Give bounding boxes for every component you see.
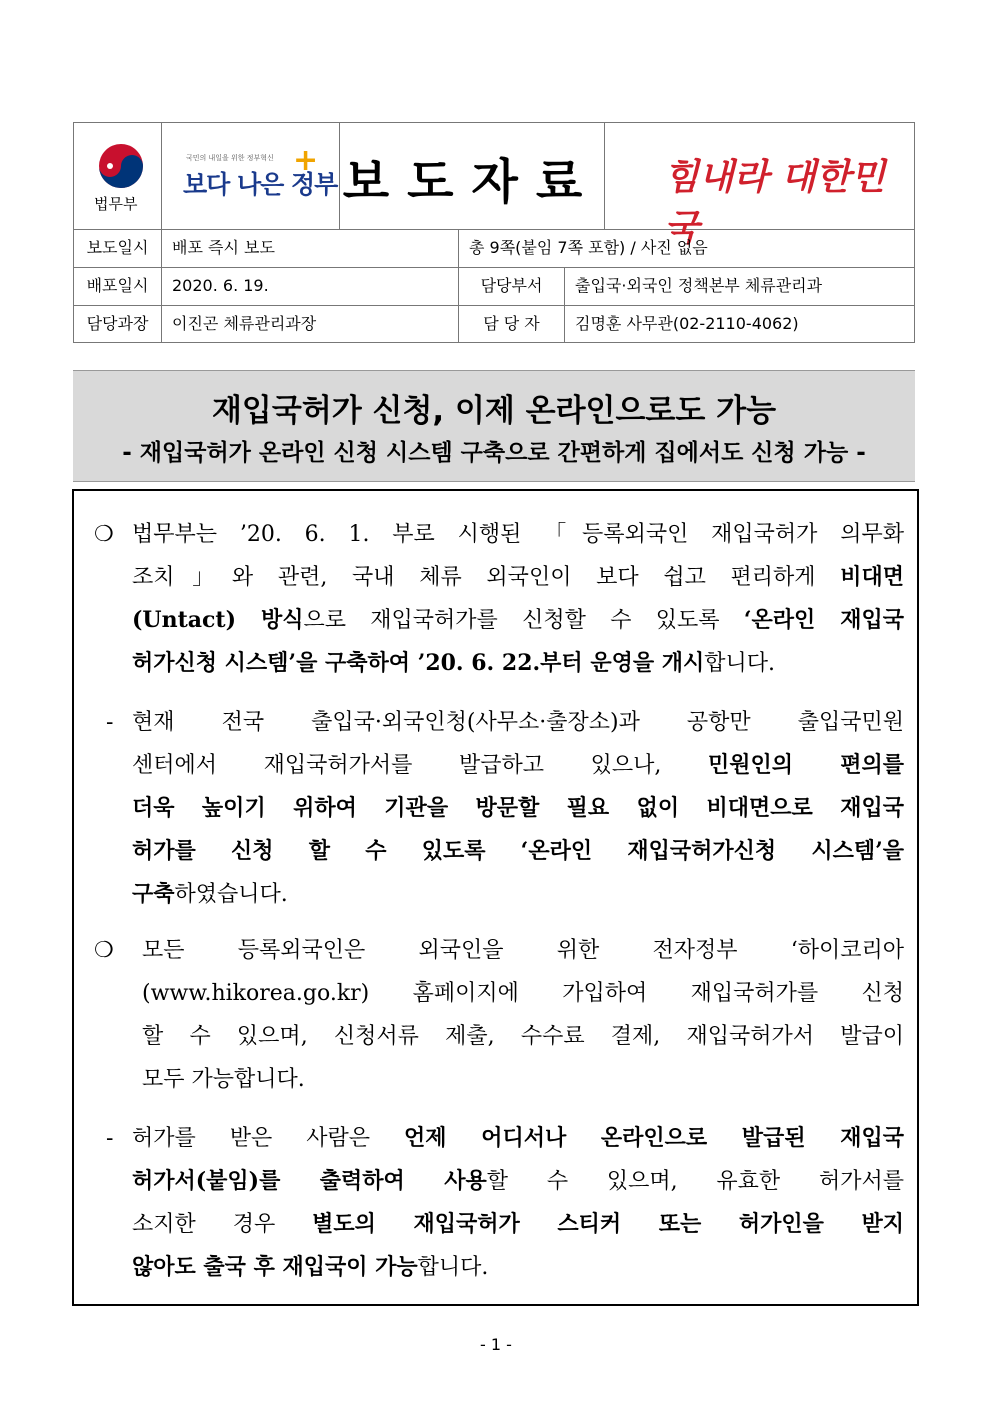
label-contact-person: 담 당 자	[459, 305, 565, 343]
p1-l2-text: 조치」와 관련, 국내 체류 외국인이 보다 쉽고 편리하게	[132, 565, 841, 590]
value-dist-date: 2020. 6. 19.	[162, 267, 459, 305]
p1-line2	[132, 556, 904, 599]
p1-l3-bold2: ‘온라인 재입국	[743, 607, 904, 633]
info-row-contact	[74, 305, 914, 343]
label-department: 담당부서	[459, 267, 565, 305]
headline-subtitle: - 재입국허가 온라인 신청 시스템 구축으로 간편하게 집에서도 신청 가능 -	[122, 440, 866, 466]
p2-line4: 허가를 신청 할 수 있도록 ‘온라인 재입국허가신청 시스템’을	[132, 838, 904, 864]
p4-l1-bold: 언제 어디서나 온라인으로 발급된 재입국	[404, 1125, 904, 1151]
p4-line3	[132, 1203, 904, 1246]
bullet-circle-icon: ❍	[94, 522, 114, 547]
p1-line1: 법무부는 ’20. 6. 1. 부로 시행된 「등록외국인 재입국허가 의무화	[132, 522, 904, 547]
doc-type-title: 보도자료	[342, 154, 601, 210]
p4-l4-text: 합니다.	[417, 1255, 489, 1280]
label-release-date: 보도일시	[74, 229, 162, 267]
p4-l3-text: 소지한 경우	[132, 1212, 313, 1237]
p2-line2	[132, 744, 904, 787]
plus-icon: +	[293, 143, 319, 178]
p1-line3	[132, 599, 904, 642]
value-release-date: 배포 즉시 보도	[162, 229, 459, 267]
gov-tagline: 국민의 내일을 위한 정부혁신	[186, 154, 274, 162]
p1-l3-bold: (Untact) 방식	[132, 607, 304, 633]
paragraph-2	[106, 701, 904, 916]
value-department: 출입국·외국인 정책본부 체류관리과	[575, 276, 823, 295]
paragraph-3	[94, 929, 904, 1101]
value-page-count: 총 9쪽(붙임 7쪽 포함) / 사진 없음	[469, 238, 708, 257]
ministry-name: 법무부	[94, 195, 138, 213]
p1-l4-bold: 허가신청 시스템’을 구축하여 ’20. 6. 22.부터 운영을 개시	[132, 650, 705, 676]
dash-marker-2: -	[106, 1126, 114, 1151]
p4-line2	[132, 1160, 904, 1203]
p4-line1	[132, 1117, 904, 1160]
p2-l2-bold: 민원인의 편의를	[707, 752, 904, 778]
headline-title: 재입국허가 신청, 이제 온라인으로도 가능	[211, 393, 777, 429]
p2-line5	[132, 873, 904, 916]
paragraph-4	[106, 1117, 904, 1289]
label-dist-date: 배포일시	[74, 267, 162, 305]
slogan-text: 힘내라 대한민국	[664, 156, 886, 249]
gov-logo-text: 보다 나은 정부	[183, 170, 338, 199]
p2-line3: 더욱 높이기 위하여 기관을 방문할 필요 없이 비대면으로 재입국	[132, 795, 904, 821]
dash-marker: -	[106, 710, 114, 735]
p2-l5-bold: 구축	[132, 881, 175, 907]
ministry-logo-cell	[74, 123, 162, 229]
info-row-dist-date	[74, 267, 914, 306]
p3-line2: (www.hikorea.go.kr) 홈페이지에 가입하여 재입국허가를 신청	[142, 981, 904, 1006]
value-manager: 이진곤 체류관리과장	[162, 305, 459, 343]
page-number: - 1 -	[480, 1335, 512, 1354]
doc-type-cell	[339, 123, 605, 229]
p2-line1: 현재 전국 출입국·외국인청(사무소·출장소)과 공항만 출입국민원	[132, 710, 904, 735]
bullet-circle-icon-2: ❍	[94, 938, 114, 963]
p3-line4: 모두 가능합니다.	[142, 1067, 305, 1092]
p4-l3-bold: 별도의 재입국허가 스티커 또는 허가인을 받지	[312, 1211, 904, 1237]
value-contact-person: 김명훈 사무관(02-2110-4062)	[575, 314, 799, 333]
p4-l4-bold: 않아도 출국 후 재입국이 가능	[132, 1254, 418, 1280]
p4-l1-text: 허가를 받은 사람은	[132, 1126, 405, 1151]
p1-l4-text: 합니다.	[704, 651, 775, 676]
p2-l2-text: 센터에서 재입국허가서를 발급하고 있으나,	[132, 753, 708, 778]
p1-line4	[132, 642, 904, 685]
p1-l2-bold: 비대면	[840, 564, 904, 590]
paragraph-1	[94, 513, 904, 685]
body-content-box	[72, 489, 919, 1306]
p1-l3-text: 으로 재입국허가를 신청할 수 있도록	[303, 608, 744, 633]
headline-box	[73, 370, 915, 482]
p2-l5-text: 하였습니다.	[174, 882, 288, 907]
gov-logo-cell	[161, 123, 340, 229]
p3-line1: 모든 등록외국인은 외국인을 위한 전자정부 ‘하이코리아	[142, 938, 904, 963]
p4-l2-bold: 허가서(붙임)를 출력하여 사용	[132, 1168, 487, 1194]
press-release-header	[73, 122, 915, 343]
p4-l2-text: 할 수 있으며, 유효한 허가서를	[486, 1169, 904, 1194]
p4-line4	[132, 1246, 904, 1289]
info-row-release-date	[74, 229, 914, 268]
taegeuk-emblem-icon	[96, 141, 146, 191]
label-manager: 담당과장	[74, 305, 162, 343]
p3-line3: 할 수 있으며, 신청서류 제출, 수수료 결제, 재입국허가서 발급이	[142, 1024, 904, 1049]
